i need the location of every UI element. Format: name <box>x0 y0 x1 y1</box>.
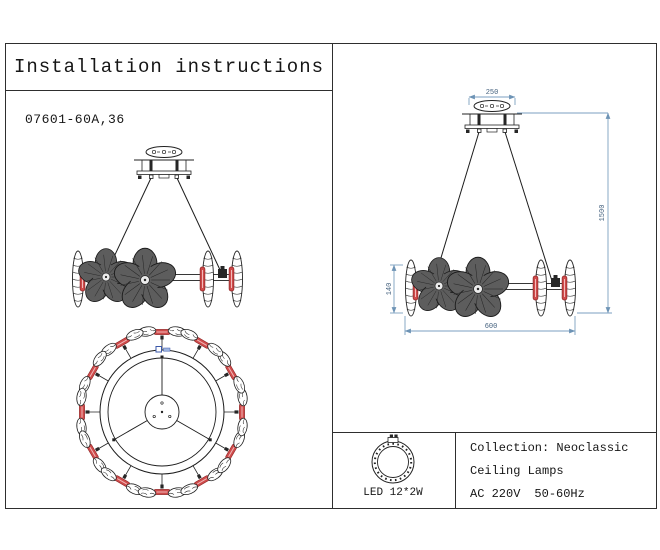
spec-frequency: 50-60Hz <box>534 487 585 501</box>
page-title: Installation instructions <box>13 55 325 78</box>
dim-shade-height: 140 <box>386 282 394 296</box>
dim-fixture-diameter: 600 <box>484 323 498 331</box>
spec-box-top-border <box>332 432 656 433</box>
model-number: 07601-60A,36 <box>25 112 125 127</box>
spec-category: Ceiling Lamps <box>470 464 564 478</box>
spec-box-divider <box>455 432 456 508</box>
spec-power <box>470 483 628 506</box>
spec-table <box>470 437 628 506</box>
title-box <box>6 44 332 89</box>
dim-canopy-width: 250 <box>485 89 499 97</box>
panel-divider <box>332 43 333 508</box>
dim-suspension-height: 1500 <box>599 204 607 222</box>
title-box-underline <box>5 90 333 91</box>
led-spec-label: LED 12*2W <box>363 487 423 499</box>
spec-collection: Collection: Neoclassic <box>470 441 629 455</box>
spec-voltage: AC 220V <box>470 487 521 501</box>
